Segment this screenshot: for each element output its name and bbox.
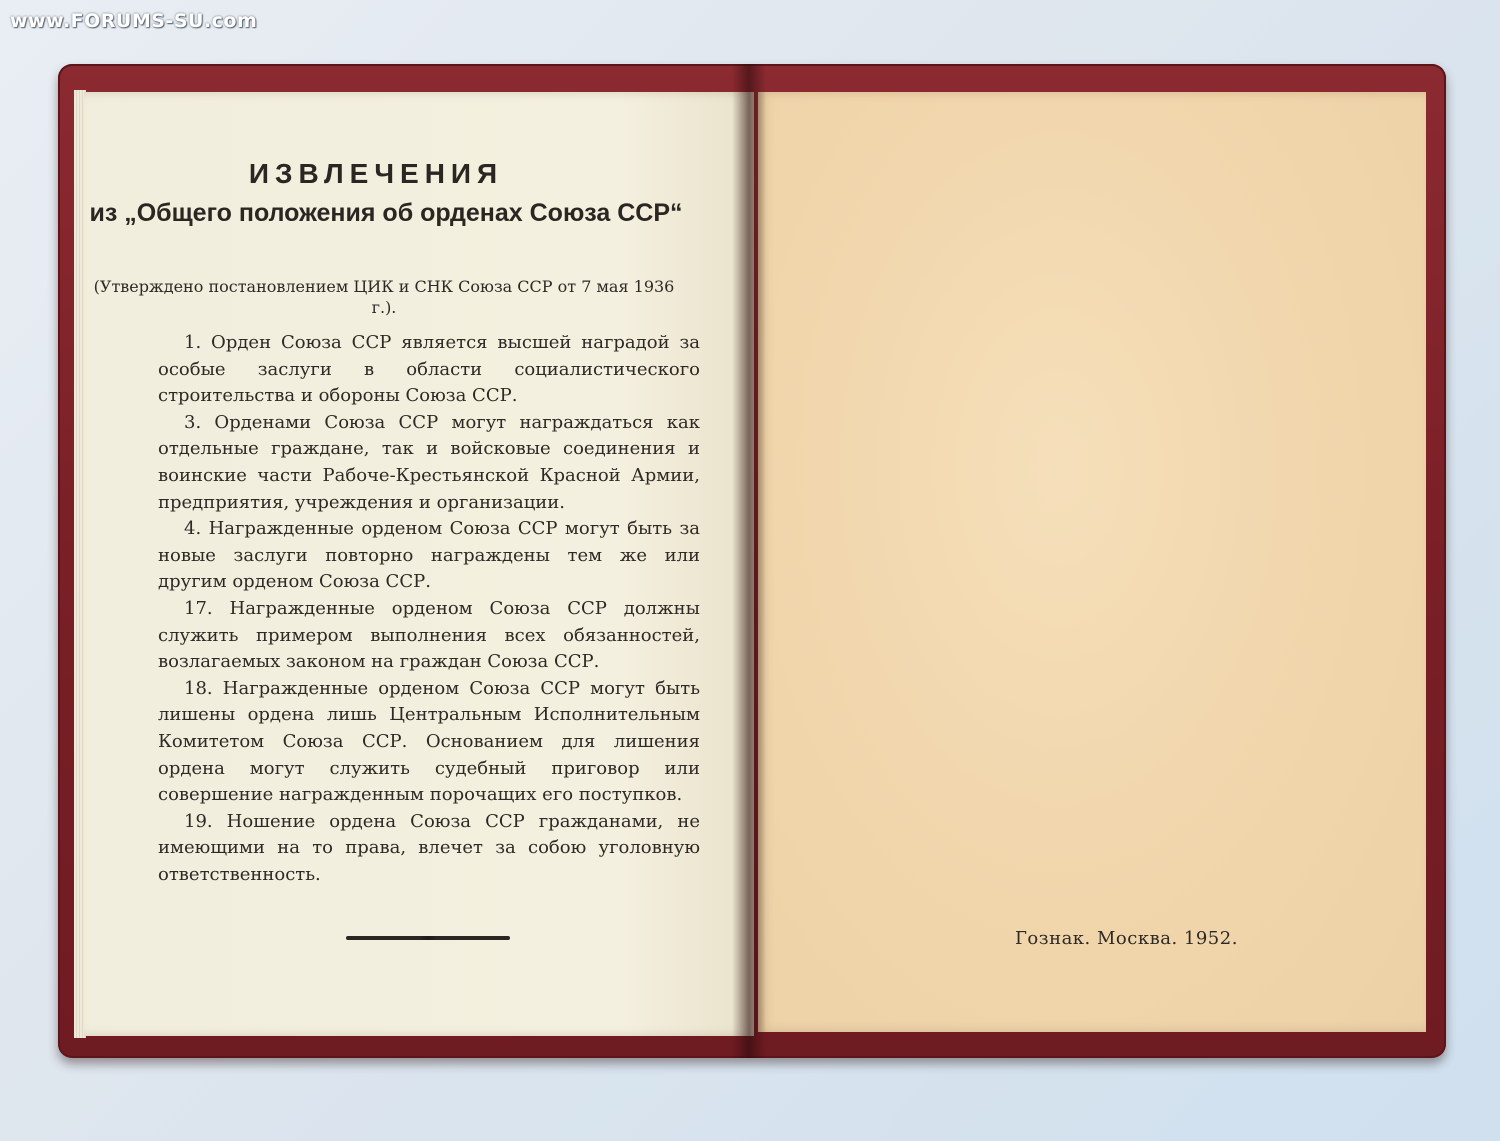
spine xyxy=(732,64,766,1058)
page-title: ИЗВЛЕЧЕНИЯ xyxy=(248,158,504,189)
printer-imprint: Гознак. Москва. 1952. xyxy=(1015,928,1238,949)
article-18: 18. Награжденные орденом Союза ССР могут быть лишены ордена лишь Центральным Исполнительным Комитетом Союза ССР. Основанием для лишения ордена могут служить судебный приговор или совершение награжденным порочащих его поступков. xyxy=(158,677,700,806)
article-3: 3. Орденами Союза ССР могут награждаться как отдельные граждане, так и войсковые соединения и воинские части Рабоче-Крестьянской Красной Армии, предприятия, учреждения и организации. xyxy=(158,411,700,513)
right-page xyxy=(758,92,1426,1032)
page-subtitle: из „Общего положения об орденах Союза ССР“ xyxy=(89,199,683,227)
article-17: 17. Награжденные орденом Союза ССР должны служить примером выполнения всех обязанностей, возлагаемых законом на граждан Союза ССР. xyxy=(158,597,700,673)
site-watermark: www.FORUMS-SU.com xyxy=(10,10,258,32)
article-4: 4. Награжденные орденом Союза ССР могут быть за новые заслуги повторно награждены тем же или другим орденом Союза ССР. xyxy=(158,518,700,593)
articles-list xyxy=(158,330,700,888)
article-19: 19. Ношение ордена Союза ССР гражданами, не имеющими на то права, влечет за собою уголовную ответственность. xyxy=(158,810,700,885)
closing-rule xyxy=(346,936,510,940)
approval-note: (Утверждено постановлением ЦИК и СНК Союза ССР от 7 мая 1936 г.). xyxy=(93,277,675,317)
article-1: 1. Орден Союза ССР является высшей наградой за особые заслуги в области социалистического строительства и обороны Союза ССР. xyxy=(158,332,700,407)
